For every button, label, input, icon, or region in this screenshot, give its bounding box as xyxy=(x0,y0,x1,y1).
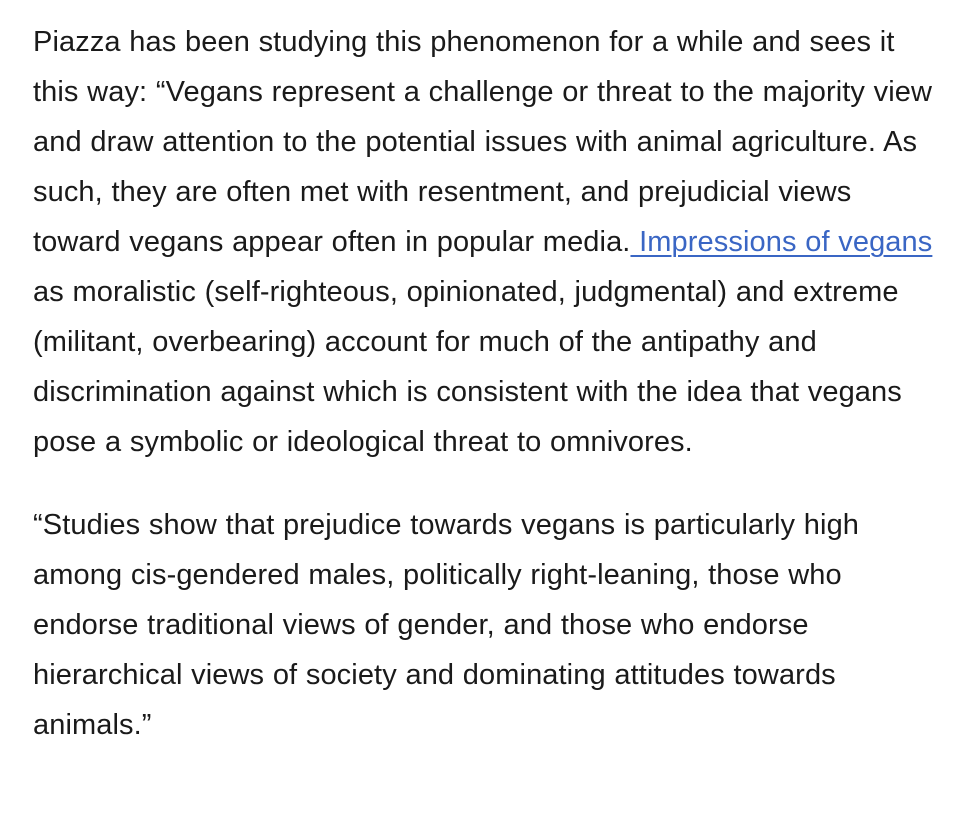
paragraph-1-text-after-link: as moralistic (self-righteous, opinionated, judgmental) and extreme (militant, overbearing) account for much of the antipathy and discrimination against which is consistent with the idea that vegans pose a symbolic or ideological threat to omnivores. xyxy=(33,276,902,458)
paragraph-1-text-before-link: Piazza has been studying this phenomenon for a while and sees it this way: “Vegans represent a challenge or threat to the majority view and draw attention to the potential issues with animal agriculture. As such, they are often met with resentment, and prejudicial views toward vegans appear often in popular media. xyxy=(33,26,933,258)
paragraph-2: “Studies show that prejudice towards vegans is particularly high among cis-gendered males, politically right-leaning, those who endorse traditional views of gender, and those who endorse hierarchical views of society and dominating attitudes towards animals.” xyxy=(33,509,860,741)
impressions-of-vegans-link[interactable]: Impressions of vegans xyxy=(630,226,933,258)
paragraph-1 xyxy=(33,17,938,467)
